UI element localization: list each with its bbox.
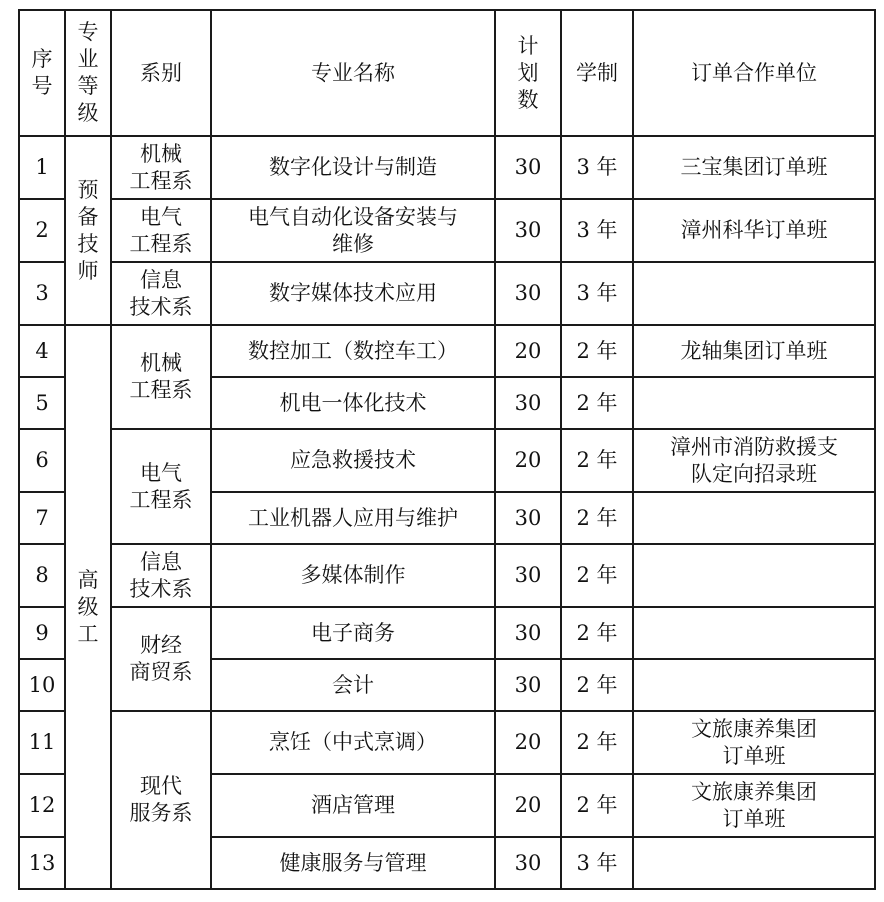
level-char: 技 — [77, 231, 99, 256]
major-line: 电气自动化设备安装与 — [248, 204, 458, 229]
header-level-char: 专 — [77, 20, 99, 44]
department-line: 机械 — [140, 141, 182, 166]
cell-major — [211, 607, 495, 659]
major-line: 应急救援技术 — [290, 448, 416, 472]
cell-major — [211, 837, 495, 889]
enrollment-plan-table — [18, 9, 876, 890]
table-row — [19, 199, 875, 262]
level-cell-senior-worker — [65, 325, 111, 889]
department-line: 工程系 — [129, 487, 193, 512]
cell-seq: 5 — [19, 377, 65, 429]
cell-department — [111, 325, 211, 429]
level-char: 级 — [77, 594, 99, 619]
cell-duration: 2 年 — [561, 377, 633, 429]
level-cell-prep-technician — [65, 136, 111, 325]
cell-department — [111, 607, 211, 711]
partner-line: 三宝集团订单班 — [680, 155, 828, 179]
major-line: 数字媒体技术应用 — [269, 281, 437, 305]
table-row — [19, 711, 875, 774]
header-level-char: 级 — [77, 101, 99, 125]
header-plan-char: 数 — [517, 87, 539, 112]
partner-line: 文旅康养集团 — [691, 779, 817, 804]
partner-line: 队定向招录班 — [691, 461, 817, 486]
partner-line: 订单班 — [722, 806, 786, 831]
cell-major — [211, 262, 495, 325]
cell-plan: 30 — [495, 199, 561, 262]
cell-plan: 20 — [495, 774, 561, 837]
cell-major — [211, 429, 495, 492]
cell-plan: 30 — [495, 492, 561, 544]
header-partner: 订单合作单位 — [633, 10, 875, 136]
header-plan-char: 划 — [517, 60, 539, 85]
department-line: 信息 — [140, 549, 182, 574]
department-line: 电气 — [140, 460, 182, 485]
header-seq — [19, 10, 65, 136]
cell-partner — [633, 325, 875, 377]
cell-partner — [633, 659, 875, 711]
cell-major — [211, 199, 495, 262]
cell-seq: 2 — [19, 199, 65, 262]
department-line: 电气 — [140, 204, 182, 229]
cell-department — [111, 136, 211, 199]
header-row — [19, 10, 875, 136]
level-char: 备 — [77, 204, 99, 229]
cell-plan: 30 — [495, 377, 561, 429]
cell-seq: 12 — [19, 774, 65, 837]
cell-partner — [633, 429, 875, 492]
cell-major — [211, 325, 495, 377]
cell-plan: 30 — [495, 136, 561, 199]
department-line: 财经 — [140, 633, 182, 657]
major-line: 维修 — [332, 231, 374, 256]
cell-plan: 30 — [495, 607, 561, 659]
cell-plan: 30 — [495, 262, 561, 325]
cell-duration: 2 年 — [561, 711, 633, 774]
cell-major — [211, 711, 495, 774]
partner-line: 龙轴集团订单班 — [680, 338, 828, 363]
cell-partner — [633, 262, 875, 325]
cell-partner — [633, 492, 875, 544]
cell-partner — [633, 136, 875, 199]
level-char: 工 — [77, 621, 99, 646]
major-line: 机电一体化技术 — [279, 390, 427, 415]
cell-partner — [633, 774, 875, 837]
cell-duration: 3 年 — [561, 837, 633, 889]
partner-line: 漳州市消防救援支 — [670, 434, 838, 459]
major-line: 会计 — [332, 672, 374, 697]
cell-duration: 3 年 — [561, 136, 633, 199]
cell-seq: 10 — [19, 659, 65, 711]
header-seq-char: 号 — [31, 74, 53, 98]
department-line: 技术系 — [129, 576, 193, 601]
table-row — [19, 607, 875, 659]
cell-plan: 20 — [495, 429, 561, 492]
header-plan-char: 计 — [517, 33, 539, 58]
table-row — [19, 544, 875, 607]
header-level-char: 等 — [77, 74, 99, 98]
cell-partner — [633, 711, 875, 774]
department-line: 机械 — [140, 351, 182, 375]
header-seq-char: 序 — [31, 47, 53, 71]
cell-partner — [633, 837, 875, 889]
level-char: 预 — [77, 177, 99, 202]
cell-plan: 30 — [495, 837, 561, 889]
major-line: 烹饪（中式烹调） — [269, 730, 437, 754]
major-line: 数控加工（数控车工） — [248, 338, 458, 363]
cell-duration: 2 年 — [561, 544, 633, 607]
cell-plan: 20 — [495, 711, 561, 774]
cell-major — [211, 774, 495, 837]
cell-partner — [633, 377, 875, 429]
cell-department — [111, 544, 211, 607]
cell-department — [111, 262, 211, 325]
cell-seq: 13 — [19, 837, 65, 889]
department-line: 技术系 — [129, 294, 193, 319]
cell-seq: 11 — [19, 711, 65, 774]
cell-plan: 20 — [495, 325, 561, 377]
cell-major — [211, 659, 495, 711]
department-line: 工程系 — [129, 168, 193, 193]
major-line: 酒店管理 — [311, 793, 395, 817]
header-level — [65, 10, 111, 136]
major-line: 健康服务与管理 — [279, 850, 427, 875]
table-row — [19, 429, 875, 492]
cell-department — [111, 429, 211, 544]
cell-department — [111, 199, 211, 262]
cell-seq: 4 — [19, 325, 65, 377]
header-plan — [495, 10, 561, 136]
cell-major — [211, 377, 495, 429]
cell-partner — [633, 607, 875, 659]
header-major: 专业名称 — [211, 10, 495, 136]
cell-major — [211, 136, 495, 199]
department-line: 工程系 — [129, 231, 193, 256]
major-line: 多媒体制作 — [300, 563, 406, 587]
cell-duration: 3 年 — [561, 262, 633, 325]
cell-seq: 3 — [19, 262, 65, 325]
cell-seq: 6 — [19, 429, 65, 492]
cell-duration: 2 年 — [561, 325, 633, 377]
table-row — [19, 325, 875, 377]
partner-line: 文旅康养集团 — [691, 716, 817, 741]
level-char: 师 — [77, 258, 99, 283]
table-row — [19, 262, 875, 325]
partner-line: 订单班 — [722, 743, 786, 768]
cell-plan: 30 — [495, 544, 561, 607]
cell-duration: 2 年 — [561, 774, 633, 837]
cell-partner — [633, 199, 875, 262]
cell-duration: 2 年 — [561, 607, 633, 659]
header-duration: 学制 — [561, 10, 633, 136]
major-line: 电子商务 — [311, 620, 395, 645]
cell-major — [211, 544, 495, 607]
department-line: 服务系 — [129, 801, 193, 825]
cell-major — [211, 492, 495, 544]
department-line: 工程系 — [129, 378, 193, 402]
cell-seq: 1 — [19, 136, 65, 199]
department-line: 信息 — [140, 267, 182, 292]
cell-duration: 2 年 — [561, 429, 633, 492]
cell-partner — [633, 544, 875, 607]
major-line: 数字化设计与制造 — [269, 155, 437, 179]
cell-duration: 3 年 — [561, 199, 633, 262]
table-row — [19, 136, 875, 199]
cell-seq: 8 — [19, 544, 65, 607]
header-level-char: 业 — [77, 47, 99, 71]
header-department: 系别 — [111, 10, 211, 136]
cell-seq: 9 — [19, 607, 65, 659]
level-char: 高 — [77, 567, 99, 592]
department-line: 商贸系 — [129, 660, 193, 684]
cell-duration: 2 年 — [561, 659, 633, 711]
major-line: 工业机器人应用与维护 — [248, 505, 458, 530]
cell-plan: 30 — [495, 659, 561, 711]
cell-department — [111, 711, 211, 889]
cell-seq: 7 — [19, 492, 65, 544]
partner-line: 漳州科华订单班 — [680, 218, 828, 242]
department-line: 现代 — [140, 774, 182, 798]
cell-duration: 2 年 — [561, 492, 633, 544]
